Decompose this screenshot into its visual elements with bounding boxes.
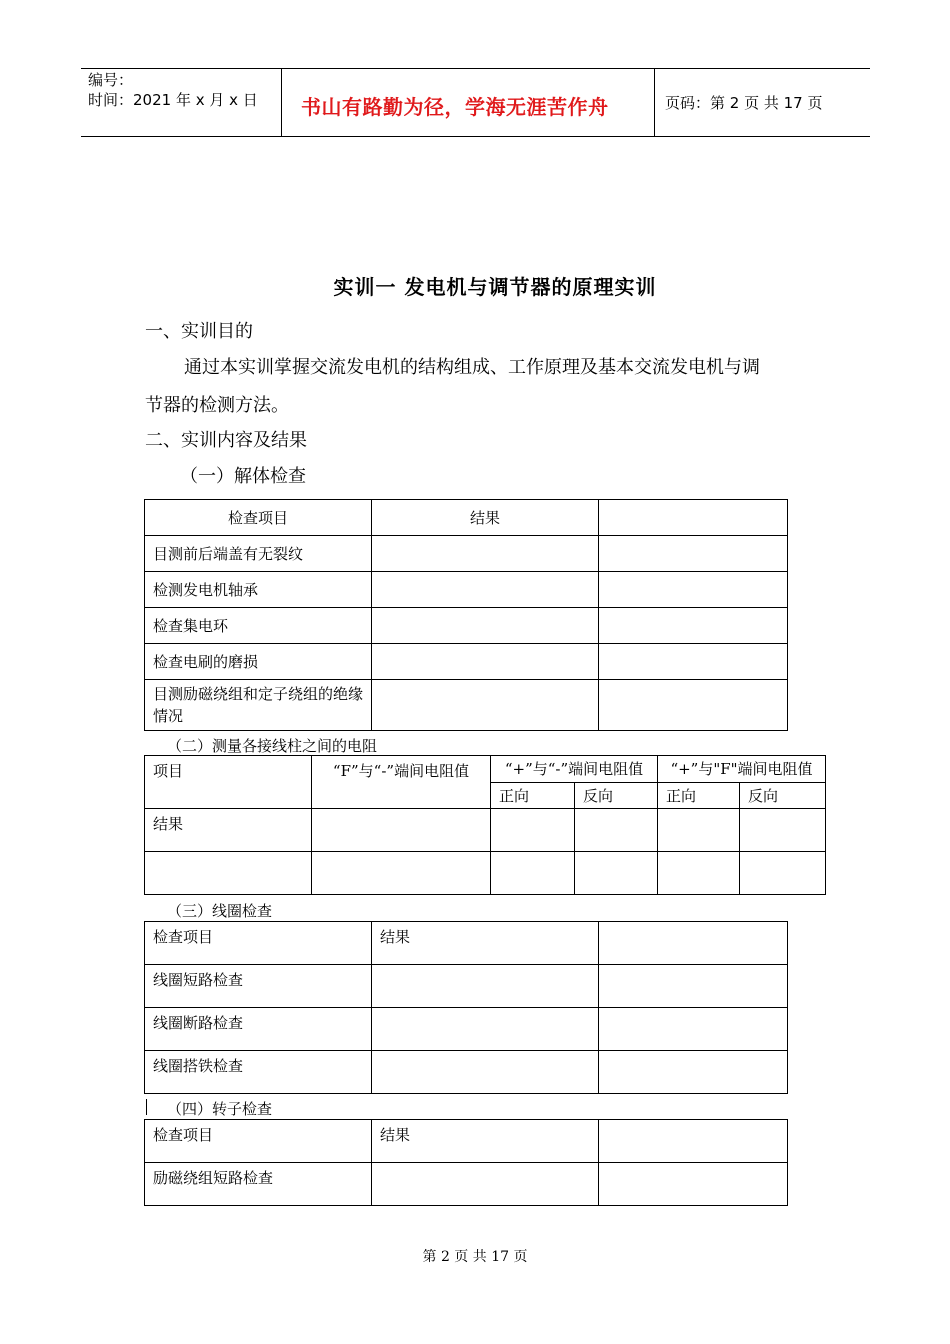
row-label: 目测前后端盖有无裂纹	[145, 536, 372, 572]
row-label: 线圈短路检查	[145, 965, 372, 1008]
text-cursor-mark	[146, 1099, 147, 1115]
input-cell[interactable]	[372, 1008, 599, 1051]
input-cell[interactable]	[599, 536, 788, 572]
subheader-forward: 正向	[658, 783, 740, 809]
header-cell-result: 结果	[372, 922, 599, 965]
table-row	[145, 1163, 788, 1206]
header-bottom-rule	[81, 136, 870, 137]
header-cell-f-minus: “F”与“-”端间电阻值	[312, 756, 491, 809]
coil-check-table	[144, 921, 788, 1094]
header-cell-extra	[599, 1120, 788, 1163]
table-row	[145, 1051, 788, 1094]
header-cell-result: 结果	[372, 500, 599, 536]
header-cell-extra	[599, 922, 788, 965]
row-label: 检查集电环	[145, 608, 372, 644]
terminal-resistance-table	[144, 755, 826, 895]
table-row	[145, 852, 826, 895]
input-cell[interactable]	[599, 1008, 788, 1051]
subheader-reverse: 反向	[740, 783, 826, 809]
table-row	[145, 680, 788, 731]
row-label: 检查电刷的磨损	[145, 644, 372, 680]
input-cell[interactable]	[312, 809, 491, 852]
header-cell-plus-minus: “+”与“-”端间电阻值	[491, 756, 658, 783]
header-cell-item: 检查项目	[145, 1120, 372, 1163]
disassembly-check-table	[144, 499, 788, 731]
input-cell[interactable]	[372, 1163, 599, 1206]
input-cell[interactable]	[740, 809, 826, 852]
input-cell[interactable]	[658, 809, 740, 852]
row-label: 励磁绕组短路检查	[145, 1163, 372, 1206]
table-row	[145, 1008, 788, 1051]
page-footer: 第 2 页 共 17 页	[422, 1249, 528, 1265]
input-cell[interactable]	[372, 680, 599, 731]
subheader-reverse: 反向	[575, 783, 658, 809]
section2-heading: 二、实训内容及结果	[145, 430, 307, 451]
input-cell[interactable]	[575, 852, 658, 895]
header-divider-left	[281, 68, 282, 136]
header-cell-item: 检查项目	[145, 500, 372, 536]
table-row	[145, 572, 788, 608]
section1-heading: 一、实训目的	[145, 321, 253, 342]
input-cell[interactable]	[372, 536, 599, 572]
section2-sub1: （一）解体检查	[180, 466, 306, 487]
header-cell-result: 结果	[372, 1120, 599, 1163]
table-row	[145, 644, 788, 680]
table-header-row	[145, 922, 788, 965]
header-cell-item: 检查项目	[145, 922, 372, 965]
header-cell-item: 项目	[145, 756, 312, 809]
table-header-row	[145, 500, 788, 536]
table-row	[145, 809, 826, 852]
input-cell[interactable]	[372, 965, 599, 1008]
input-cell[interactable]	[372, 1051, 599, 1094]
row-label: 目测励磁绕组和定子绕组的绝缘情况	[145, 680, 372, 731]
input-cell[interactable]	[145, 852, 312, 895]
header-number-label: 编号：	[88, 71, 134, 89]
input-cell[interactable]	[491, 809, 575, 852]
row-label: 结果	[145, 809, 312, 852]
input-cell[interactable]	[658, 852, 740, 895]
input-cell[interactable]	[372, 644, 599, 680]
input-cell[interactable]	[491, 852, 575, 895]
document-title: 实训一 发电机与调节器的原理实训	[333, 275, 657, 299]
input-cell[interactable]	[599, 1163, 788, 1206]
input-cell[interactable]	[599, 572, 788, 608]
input-cell[interactable]	[599, 1051, 788, 1094]
input-cell[interactable]	[599, 644, 788, 680]
table-header-row	[145, 756, 826, 783]
section1-body-line1: 通过本实训掌握交流发电机的结构组成、工作原理及基本交流发电机与调	[184, 357, 760, 378]
input-cell[interactable]	[312, 852, 491, 895]
input-cell[interactable]	[599, 965, 788, 1008]
table-header-row	[145, 1120, 788, 1163]
header-motto: 书山有路勤为径，学海无涯苦作舟	[301, 95, 609, 119]
rotor-check-table	[144, 1119, 788, 1206]
header-cell-extra	[599, 500, 788, 536]
header-cell-plus-f: “+”与"F"端间电阻值	[658, 756, 826, 783]
table3-caption: （三）线圈检查	[167, 902, 273, 920]
header-page-label: 页码：第 2 页 共 17 页	[665, 94, 823, 112]
table2-caption: （二）测量各接线柱之间的电阻	[167, 737, 378, 755]
input-cell[interactable]	[599, 608, 788, 644]
subheader-forward: 正向	[491, 783, 575, 809]
table-row	[145, 608, 788, 644]
table-row	[145, 965, 788, 1008]
row-label: 线圈搭铁检查	[145, 1051, 372, 1094]
row-label: 检测发电机轴承	[145, 572, 372, 608]
input-cell[interactable]	[740, 852, 826, 895]
table4-caption: （四）转子检查	[167, 1100, 273, 1118]
input-cell[interactable]	[575, 809, 658, 852]
section1-body-line2: 节器的检测方法。	[145, 395, 289, 416]
input-cell[interactable]	[599, 680, 788, 731]
header-time-label: 时间：2021 年 x 月 x 日	[88, 91, 258, 109]
input-cell[interactable]	[372, 608, 599, 644]
table-row	[145, 536, 788, 572]
header-divider-right	[654, 68, 655, 136]
input-cell[interactable]	[372, 572, 599, 608]
row-label: 线圈断路检查	[145, 1008, 372, 1051]
header-top-rule	[81, 68, 870, 69]
